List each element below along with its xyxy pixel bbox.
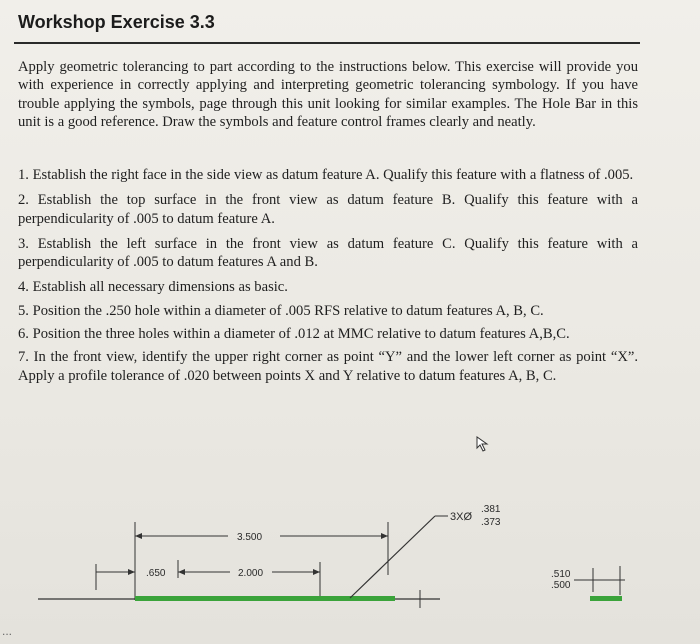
- more-indicator: ...: [2, 624, 13, 638]
- mouse-cursor-icon: [476, 436, 492, 452]
- part-drawing: [0, 480, 700, 644]
- hole-diameter-upper: .381: [481, 504, 501, 515]
- instruction-step: 7. In the front view, identify the upper right corner as point “Y” and the lower left corner as point “X”. Apply a profile tolerance of .020 between points X and Y relative to datum features A, B, C.: [18, 349, 638, 384]
- part-edge-front: [135, 596, 395, 601]
- arrowhead: [381, 533, 388, 539]
- hole-diameter-lower: .373: [481, 517, 501, 528]
- instruction-step: 2. Establish the top surface in the front view as datum feature B. Qualify this feature with a perpendicularity of .005 to datum feature A.: [18, 192, 638, 227]
- dimension-650: .650: [146, 568, 166, 579]
- instruction-step: 6. Position the three holes within a diameter of .012 at MMC relative to datum features A,B,C.: [18, 326, 570, 343]
- instruction-step: 5. Position the .250 hole within a diameter of .005 RFS relative to datum features A, B, C.: [18, 302, 544, 319]
- dimension-500: .500: [551, 580, 571, 591]
- arrowhead: [178, 569, 185, 575]
- instruction-step: 3. Establish the left surface in the front view as datum feature C. Qualify this feature with a perpendicularity of .005 to datum features A and B.: [18, 235, 638, 271]
- title-underline: [14, 42, 640, 44]
- instruction-step: 1. Establish the right face in the side view as datum feature A. Qualify this feature with a flatness of .005.: [18, 167, 634, 183]
- instruction-step: 4. Establish all necessary dimensions as basic.: [18, 279, 288, 296]
- arrowhead: [135, 533, 142, 539]
- part-edge-side: [590, 596, 622, 601]
- hole-callout-prefix: 3XØ: [450, 511, 473, 523]
- arrowhead: [313, 569, 320, 575]
- arrowhead: [128, 569, 135, 575]
- leader-line: [350, 516, 435, 598]
- instruction-list: [18, 166, 638, 385]
- dimension-3500: 3.500: [237, 532, 263, 543]
- intro-paragraph: Apply geometric tolerancing to part according to the instructions below. This exercise will provide you with experience in correctly applying and interpreting geometric tolerancing symbology. If you have trouble applying the symbols, page through this unit looking for similar examples. The Hole Bar in this unit is a good reference. Draw the symbols and feature control frames clearly and neatly.: [18, 59, 638, 130]
- dimension-510: .510: [551, 569, 571, 580]
- exercise-title: Workshop Exercise 3.3: [18, 12, 215, 32]
- dimension-2000: 2.000: [238, 568, 264, 579]
